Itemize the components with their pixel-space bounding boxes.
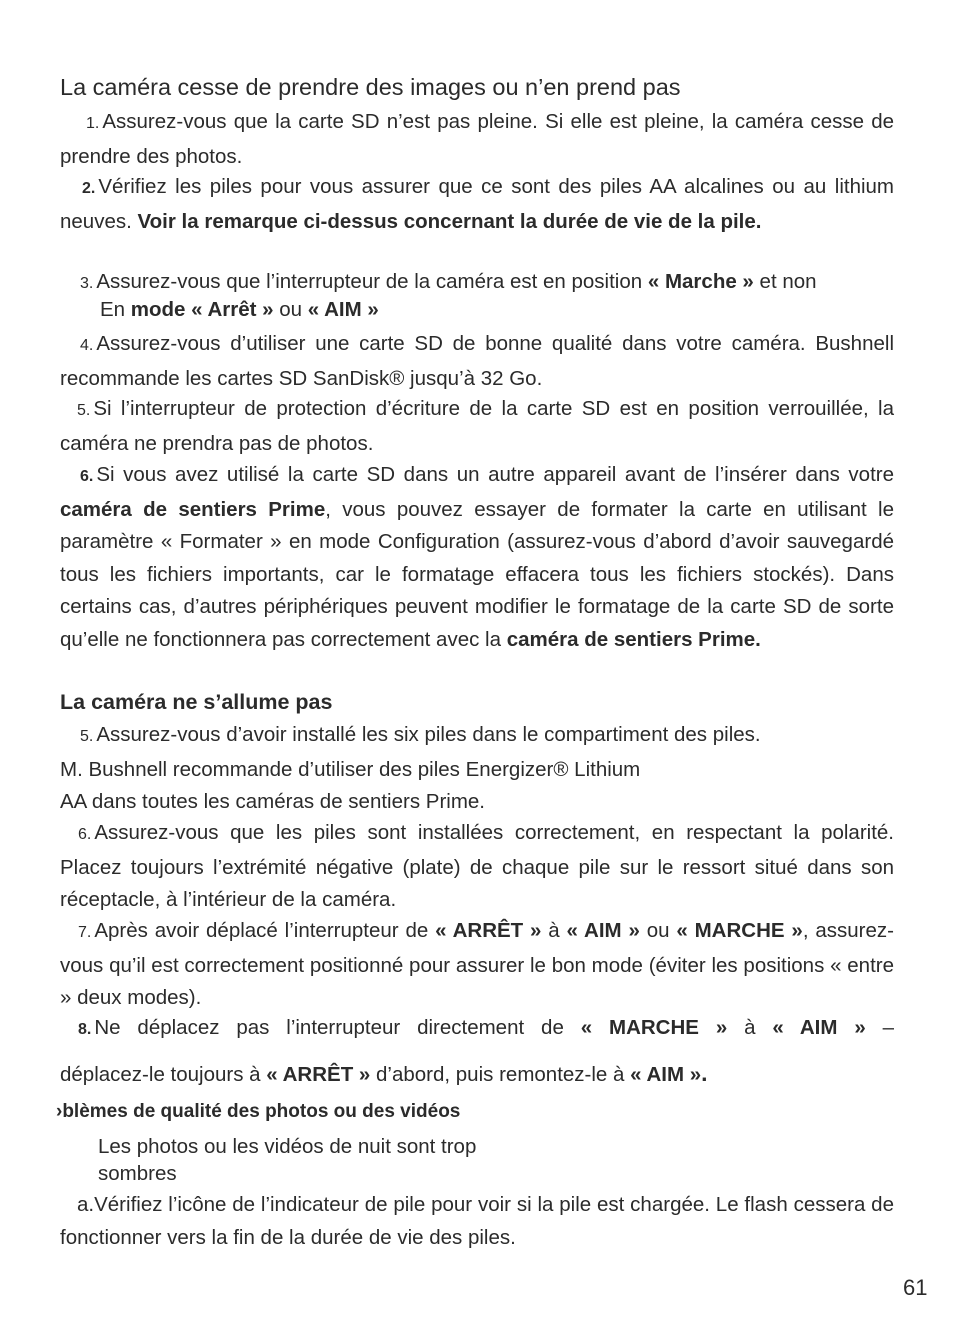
item-number: 5. [77,402,91,419]
list-item-5: 5. Si l’interrupteur de protection d’écriture de la carte SD est en position verrouillée, la caméra ne prendra pas de photos. [60,397,894,455]
item-number: 5. [80,728,94,745]
item-number: 7. [78,924,92,941]
item-number: 6. [78,826,92,843]
item-number: 8. [78,1021,92,1038]
item-number: 6. [80,468,94,485]
item-number: 2. [82,180,96,197]
list-item-2: 2. Vérifiez les piles pour vous assurer que ce sont des piles AA alcalines ou au lithium neuves. Voir la remarque ci-dessus concernant la durée de vie de la pile. [60,175,894,233]
list-item-6b: 6. Assurez-vous que les piles sont installées correctement, en respectant la polarité. Placez toujours l’extrémité négative (plate) de chaque pile sur le ressort situé dans son réceptacle, à l’intérieur de la caméra. [60,821,894,912]
page-number: 61 [903,1275,928,1300]
list-item-8b-line1: 8. Ne déplacez pas l’interrupteur directement de « MARCHE » à « AIM » – [78,1016,895,1039]
battery-remark: Voir la remarque ci-dessus concernant la durée de vie de la pile. [137,209,762,233]
list-item-8b-line2: déplacez-le toujours à « ARRÊT » d’abord, puis remontez-le à « AIM ». [60,1060,708,1086]
section-heading-stops-taking-images: La caméra cesse de prendre des images ou n’en prend pas [60,74,681,100]
list-item-7b: 7. Après avoir déplacé l’interrupteur de « ARRÊT » à « AIM » ou « MARCHE », assurez-vous qu’il est correctement positionné pour assurer le bon mode (éviter les positions « entre » deux modes). [60,919,894,1010]
list-item-1: 1. Assurez-vous que la carte SD n’est pas pleine. Si elle est pleine, la caméra cesse de prendre des photos. [60,110,894,168]
section-heading-camera-wont-power-on: La caméra ne s’allume pas [60,690,333,714]
section-heading-photo-video-quality: ›blèmes de qualité des photos ou des vidéos [56,1101,461,1122]
list-item-6: 6. Si vous avez utilisé la carte SD dans un autre appareil avant de l’insérer dans votre caméra de sentiers Prime, vous pouvez essayer de formater la carte en utilisant le paramètre « Formater » en mode Configuration (assurez-vous d’abord d’avoir sauvegardé tous les fichiers importants, car le formatage effacera tous les fichiers stockés). Dans certains cas, d’autres périphériques peuvent modifier le formatage de la carte SD de sorte qu’elle ne fonctionnera pas correctement avec la caméra de sentiers Prime. [60,463,894,651]
list-item-4: 4. Assurez-vous d’utiliser une carte SD de bonne qualité dans votre caméra. Bushnell recommande les cartes SD SanDisk® jusqu’à 32 Go. [60,332,894,390]
list-item-5b: 5. Assurez-vous d’avoir installé les six piles dans le compartiment des piles. M. Bushnell recommande d’utiliser des piles Energizer® Lithium AA dans toutes les caméras de sentiers Prime. [60,723,761,814]
item-number: 3. [80,275,94,292]
list-item-3: 3. Assurez-vous que l’interrupteur de la caméra est en position « Marche » et non En mode « Arrêt » ou « AIM » [80,270,817,321]
item-letter: a. [77,1193,95,1216]
list-item-a: a.Vérifiez l’icône de l’indicateur de pile pour voir si la pile est chargée. Le flash cessera de fonctionner vers la fin de la durée de vie des piles. [60,1193,894,1249]
subheading-night-too-dark: Les photos ou les vidéos de nuit sont trop sombres [98,1135,477,1185]
item-number: 1. [86,115,100,132]
item-number: 4. [80,337,94,354]
